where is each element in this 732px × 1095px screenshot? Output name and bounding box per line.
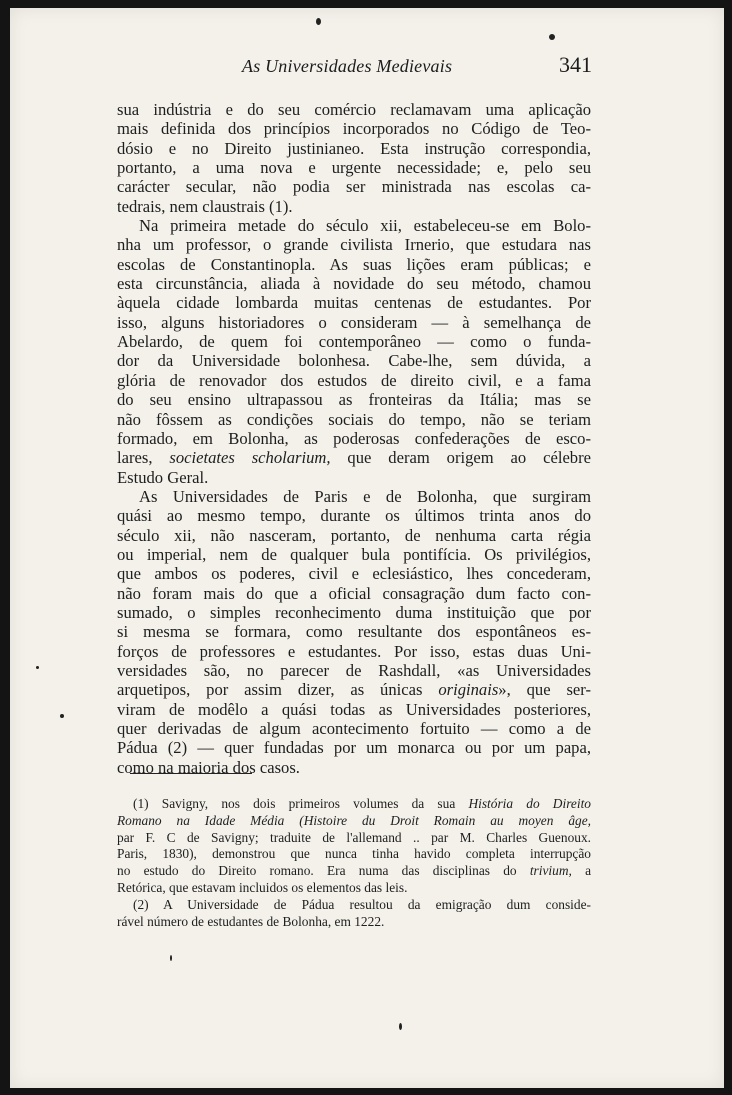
page-number: 341 (559, 52, 592, 77)
text-line: nha um professor, o grande civilista Irnerio, que estudara nas (117, 235, 591, 255)
text-fragment: », que ser- (498, 680, 591, 700)
scan-speck (170, 955, 172, 961)
text-line: glória de renovador dos estudos de direito civil, e a fama (117, 370, 591, 390)
book-page (10, 8, 724, 1088)
text-line: não foram mais do que a oficial consagração dum facto con- (117, 583, 591, 603)
paragraph-start-line: Na primeira metade do século xii, estabeleceu-se em Bolo- (139, 216, 591, 236)
italic-societates: societates scholarium, (169, 448, 331, 468)
italic-book-title: História do Direito (468, 796, 591, 811)
main-text (117, 100, 591, 777)
footnotes (117, 796, 591, 930)
footnote-1-line (117, 796, 591, 813)
footnote-1-line: par F. C de Savigny; traduite de l'allemand .. par M. Charles Guenoux. (117, 829, 591, 845)
text-line: sumado, o simples reconhecimento duma instituição que por (117, 602, 591, 622)
scan-speck (316, 18, 321, 25)
text-line: esta circunstância, aliada à novidade do seu método, chamou (117, 274, 591, 294)
text-fragment: no estudo do Direito romano. Era numa das disciplinas do (117, 863, 530, 879)
text-line: isso, alguns historiadores o consideram — à semelhança de (117, 312, 591, 332)
text-line: Pádua (2) — quer fundadas por um monarca ou por um papa, (117, 738, 591, 758)
text-line: ou imperial, nem de qualquer bula pontifícia. Os privilégios, (117, 544, 591, 564)
italic-trivium: trivium, (529, 863, 572, 879)
text-line: sua indústria e do seu comércio reclamavam uma aplicação (117, 100, 591, 119)
text-line: mais definida dos princípios incorporados no Código de Teo- (117, 119, 591, 139)
footnote-2-line: (2) A Universidade de Pádua resultou da emigração dum conside- (133, 896, 591, 912)
text-line: versidades são, no parecer de Rashdall, «as Universidades (117, 660, 591, 680)
text-line: forços de professores e estudantes. Por isso, estas duas Uni- (117, 641, 591, 661)
paragraph-start-line: As Universidades de Paris e de Bolonha, que surgiram (139, 486, 591, 506)
text-fragment: lares, (117, 448, 170, 468)
footnote-1-line: Retórica, que estavam incluidos os elementos das leis. (117, 879, 408, 895)
text-line: dósio e no Direito justinianeo. Esta instrução correspondia, (117, 138, 591, 158)
text-line: escolas de Constantinopla. As suas lições eram públicas; e (117, 254, 591, 274)
text-fragment: a (571, 863, 592, 879)
text-fragment: arquetipos, por assim dizer, as únicas (117, 680, 439, 700)
footnote-2-line: rável número de estudantes de Bolonha, em 1222. (117, 913, 385, 929)
text-line: Abelardo, de quem foi contemporâneo — como o funda- (117, 332, 591, 352)
text-line: Estudo Geral. (117, 467, 209, 487)
text-line: formado, em Bolonha, as poderosas confederações de esco- (117, 428, 591, 448)
footnote-1-line (117, 813, 591, 830)
italic-originais: originais (438, 680, 499, 700)
text-line-societates (117, 448, 591, 467)
footnote-rule (130, 773, 252, 774)
footnote-1-line: Paris, 1830), demonstrou que nunca tinha havido completa interrupção (117, 846, 591, 862)
text-line: carácter secular, não podia ser ministrada nas escolas ca- (117, 177, 591, 197)
text-line: quer derivadas de algum acontecimento fortuito — como a de (117, 719, 591, 738)
text-line: quási ao mesmo tempo, durante os últimos trinta anos do (117, 506, 591, 526)
scan-speck (399, 1023, 402, 1030)
text-line: portanto, a uma nova e urgente necessidade; e, pelo seu (117, 158, 591, 178)
text-line: àquela cidade lombarda muitas centenas de estudantes. Por (117, 293, 591, 313)
scan-speck (36, 666, 39, 669)
page-header (10, 52, 724, 82)
text-line: tedrais, nem claustrais (1). (117, 196, 293, 216)
text-line: como na maioria dos casos. (117, 757, 300, 777)
text-line-originais (117, 680, 591, 699)
running-title: As Universidades Medievais (242, 56, 453, 76)
text-line: não fôssem as condições sociais do tempo, não se teriam (117, 409, 591, 429)
text-line: dor da Universidade bolonhesa. Cabe-lhe, sem dúvida, a (117, 351, 591, 371)
scan-speck (549, 34, 555, 40)
footnote-1-line (117, 863, 591, 880)
text-line: século xii, não nasceram, portanto, de nenhuma carta régia (117, 525, 591, 545)
text-fragment: que deram origem ao célebre (330, 448, 591, 468)
text-line: do seu ensino ultrapassou as fronteiras da Itália; mas se (117, 390, 591, 410)
text-line: viram de modêlo a quási todas as Universidades posteriores, (117, 699, 591, 719)
scan-speck (60, 714, 64, 718)
text-line: que ambos os poderes, civil e eclesiástico, lhes concederam, (117, 564, 591, 584)
text-line: si mesma se formara, como resultante dos espontâneos es- (117, 622, 591, 642)
italic-book-title: Romano na Idade Média (Histoire du Droit Romain au moyen âge, (117, 812, 591, 828)
text-fragment: (1) Savigny, nos dois primeiros volumes da sua (133, 796, 469, 811)
